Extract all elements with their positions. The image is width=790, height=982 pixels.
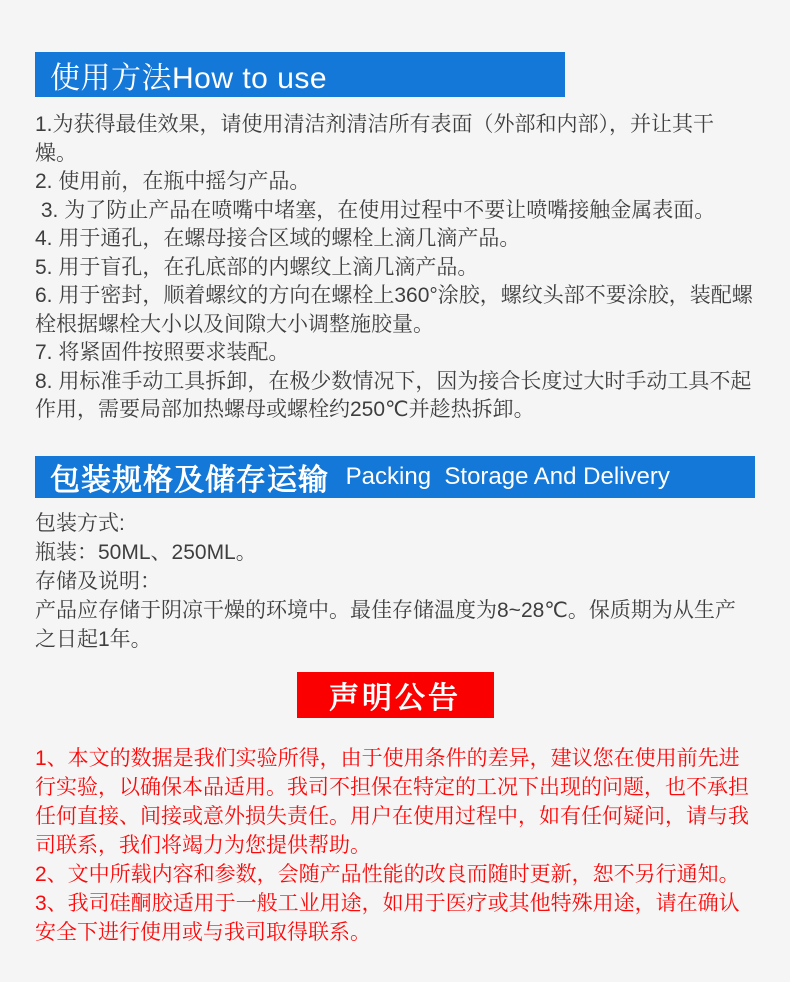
notice-title: 声明公告 (329, 681, 461, 715)
usage-step: 1.为获得最佳效果，请使用清洁剂清洁所有表面（外部和内部），并让其干燥。 (35, 113, 715, 165)
usage-section-title: 使用方法How to use (50, 61, 328, 95)
packing-section-title-en: Packing Storage And Delivery (339, 462, 670, 490)
notice-item: 2、文中所载内容和参数，会随产品性能的改良而随时更新，恕不另行通知。 (35, 862, 740, 886)
packing-bottle-sizes: 瓶装：50ML、250ML。 (35, 540, 257, 564)
storage-conditions: 产品应存储于阴凉干燥的环境中。最佳存储温度为8~28℃。保质期为从生产之日起1年。 (35, 598, 736, 651)
packing-section-header (35, 456, 755, 498)
usage-step: 5. 用于盲孔，在孔底部的内螺纹上滴几滴产品。 (35, 255, 479, 279)
packing-info (35, 509, 755, 654)
usage-step: 2. 使用前，在瓶中摇匀产品。 (35, 170, 311, 193)
usage-step: 3. 为了防止产品在喷嘴中堵塞，在使用过程中不要让喷嘴接触金属表面。 (35, 198, 716, 222)
usage-step: 6. 用于密封，顺着螺纹的方向在螺栓上360°涂胶，螺纹头部不要涂胶，装配螺栓根据螺栓大小以及间隙大小调整施胶量。 (35, 284, 753, 336)
notice-title-badge (297, 672, 494, 718)
usage-step: 7. 将紧固件按照要求装配。 (35, 341, 290, 364)
packing-section-title-cn: 包装规格及储存运输 (50, 463, 329, 497)
packing-method-label: 包装方式: (35, 511, 125, 535)
notice-item: 1、本文的数据是我们实验所得，由于使用条件的差异，建议您在使用前先进行实验，以确保本品适用。我司不担保在特定的工况下出现的问题，也不承担任何直接、间接或意外损失责任。用户在使用过程中，如有任何疑问，请与我司联系，我们将竭力为您提供帮助。 (35, 746, 749, 857)
storage-label: 存储及说明： (35, 569, 161, 593)
usage-steps-list (35, 111, 755, 425)
notice-items (35, 744, 755, 947)
usage-step: 8. 用标准手动工具拆卸，在极少数情况下，因为接合长度过大时手动工具不起作用，需要局部加热螺母或螺栓约250℃并趁热拆卸。 (35, 369, 752, 421)
usage-step: 4. 用于通孔，在螺母接合区域的螺栓上滴几滴产品。 (35, 227, 521, 250)
notice-item: 3、我司硅酮胶适用于一般工业用途，如用于医疗或其他特殊用途，请在确认安全下进行使用或与我司取得联系。 (35, 891, 740, 944)
usage-section-header (35, 52, 565, 97)
